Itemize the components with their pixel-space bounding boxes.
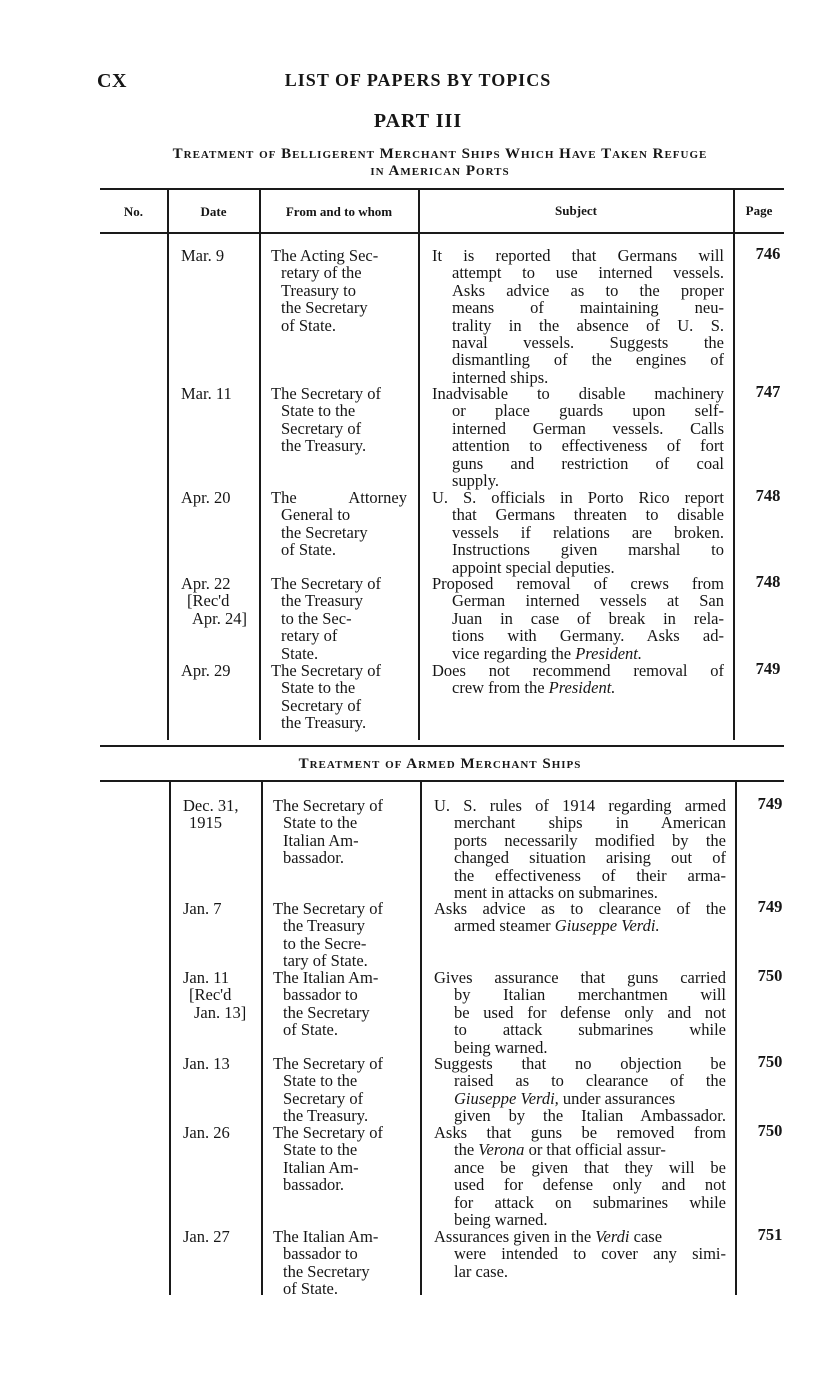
date-cell bbox=[181, 489, 261, 506]
column-rule-2b bbox=[261, 781, 263, 1295]
page-number-cell: 750 bbox=[757, 966, 783, 985]
from-cell bbox=[271, 662, 413, 732]
from-line: The Italian Am- bbox=[273, 1227, 379, 1246]
from-line: Treasury to bbox=[281, 280, 357, 300]
subject-line: that Germans threaten to disable bbox=[452, 505, 724, 525]
date-line: Jan. 11 bbox=[183, 968, 230, 987]
subject-line: Juan in case of break in rela- bbox=[452, 608, 724, 628]
from-line: the Secretary bbox=[283, 1002, 370, 1022]
from-line: The Italian Am- bbox=[273, 968, 379, 987]
page-number-cell: 748 bbox=[755, 486, 781, 505]
column-header-page: Page bbox=[745, 203, 773, 218]
page-number-cell: 750 bbox=[757, 1121, 783, 1140]
subject-line: ment in attacks on submarines. bbox=[454, 883, 658, 903]
subject-cell bbox=[434, 1124, 726, 1228]
from-line: the Secretary bbox=[281, 298, 368, 318]
subject-cell bbox=[432, 575, 724, 662]
subject-cell bbox=[432, 385, 724, 489]
subject-line: armed steamer Giuseppe Verdi. bbox=[454, 916, 660, 936]
date-line: 1915 bbox=[189, 813, 222, 833]
subject-line: ports necessarily modified by the bbox=[454, 830, 726, 850]
column-rule-4 bbox=[733, 188, 735, 740]
subject-line: or place guards upon self- bbox=[452, 401, 724, 421]
subject-line: to attack submarines while bbox=[454, 1020, 726, 1040]
column-header-from: From and to whom bbox=[285, 204, 393, 219]
from-line: retary of the bbox=[281, 263, 362, 283]
from-line: State. bbox=[281, 643, 319, 663]
subject-line: Giuseppe Verdi, under assurances bbox=[454, 1088, 676, 1108]
date-line: Mar. 11 bbox=[181, 384, 232, 403]
date-cell bbox=[183, 969, 263, 1021]
subject-line: merchant ships in American bbox=[454, 813, 726, 833]
subject-line: tions with Germany. Asks ad- bbox=[452, 626, 724, 646]
subject-cell bbox=[434, 900, 726, 935]
from-line: The Secretary of bbox=[273, 1054, 383, 1073]
subject-line: Does not recommend removal of bbox=[432, 661, 724, 680]
from-line: bassador. bbox=[283, 1175, 344, 1195]
subject-line: given by the Italian Ambassador. bbox=[454, 1106, 726, 1126]
subject-line: for attack on submarines while bbox=[454, 1192, 726, 1212]
subject-line: means of maintaining neu- bbox=[452, 298, 724, 318]
from-cell bbox=[273, 1124, 415, 1194]
column-rule-1b bbox=[169, 781, 171, 1295]
subject-line: Proposed removal of crews from bbox=[432, 574, 724, 593]
date-line: Jan. 27 bbox=[183, 1227, 230, 1246]
from-line: Secretary of bbox=[283, 1088, 364, 1108]
date-line: Jan. 13] bbox=[194, 1002, 247, 1022]
from-line: the Treasury bbox=[283, 916, 366, 936]
from-line: the Treasury. bbox=[283, 1106, 369, 1126]
page-number-cell: 746 bbox=[755, 244, 781, 263]
page-number-cell: 748 bbox=[755, 572, 781, 591]
subject-line: used for defense only and not bbox=[454, 1175, 726, 1195]
from-line: bassador to bbox=[283, 985, 358, 1005]
date-cell bbox=[183, 1124, 263, 1141]
from-line: the Treasury. bbox=[281, 436, 367, 456]
subject-cell bbox=[432, 662, 724, 697]
date-line: Jan. 26 bbox=[183, 1123, 230, 1142]
section-divider-bottom bbox=[100, 780, 784, 782]
subject-line: German interned vessels at San bbox=[452, 591, 724, 611]
subject-line: the Verona or that official assur- bbox=[454, 1140, 666, 1160]
from-cell bbox=[271, 385, 413, 455]
from-line: the Secretary bbox=[283, 1261, 370, 1281]
subject-line: Asks that guns be removed from bbox=[434, 1123, 726, 1142]
from-line: The Secretary of bbox=[271, 574, 381, 593]
date-cell bbox=[181, 247, 261, 264]
section-title-line-1: Treatment of Belligerent Merchant Ships Which Have Taken Refuge bbox=[172, 146, 708, 162]
table-top-rule bbox=[100, 188, 784, 190]
subject-line: changed situation arising out of bbox=[454, 848, 726, 868]
from-line: The Secretary of bbox=[273, 796, 383, 815]
subject-line: crew from the President. bbox=[452, 678, 616, 698]
date-line: Apr. 24] bbox=[192, 608, 247, 628]
column-header-no: No. bbox=[123, 204, 144, 219]
from-line: General to bbox=[281, 505, 351, 525]
section-divider-top bbox=[100, 745, 784, 747]
from-line: Italian Am- bbox=[283, 830, 359, 850]
column-rule-2 bbox=[259, 188, 261, 740]
subject-line: Assurances given in the Verdi case bbox=[434, 1227, 663, 1246]
from-line: the Treasury. bbox=[281, 713, 367, 733]
subject-line: interned ships. bbox=[452, 367, 549, 387]
from-line: The Secretary of bbox=[273, 1123, 383, 1142]
subject-line: Inadvisable to disable machinery bbox=[432, 384, 724, 403]
subject-line: naval vessels. Suggests the bbox=[452, 333, 724, 353]
subject-line: Suggests that no objection be bbox=[434, 1054, 726, 1073]
from-cell bbox=[271, 575, 413, 662]
subject-line: vessels if relations are broken. bbox=[452, 522, 724, 542]
subject-cell bbox=[432, 247, 724, 386]
date-line: Dec. 31, bbox=[183, 796, 239, 815]
from-line: Secretary of bbox=[281, 418, 362, 438]
date-line: Apr. 22 bbox=[181, 574, 231, 593]
from-line: to the Secre- bbox=[283, 933, 367, 953]
column-rule-1 bbox=[167, 188, 169, 740]
from-line: of State. bbox=[281, 540, 336, 560]
page-number-cell: 749 bbox=[757, 794, 783, 813]
from-line: State to the bbox=[283, 813, 358, 833]
from-line: Italian Am- bbox=[283, 1157, 359, 1177]
page-number: CX bbox=[97, 70, 127, 92]
subject-line: being warned. bbox=[454, 1210, 548, 1230]
subject-line: be used for defense only and not bbox=[454, 1002, 726, 1022]
date-line: Apr. 29 bbox=[181, 661, 231, 680]
from-cell bbox=[273, 1228, 415, 1298]
from-line: The Secretary of bbox=[273, 899, 383, 918]
subject-cell bbox=[434, 1228, 726, 1280]
from-line: bassador. bbox=[283, 848, 344, 868]
page-number-cell: 749 bbox=[755, 659, 781, 678]
subject-line: raised as to clearance of the bbox=[454, 1071, 726, 1091]
date-line: Mar. 9 bbox=[181, 246, 225, 265]
from-line: State to the bbox=[283, 1071, 358, 1091]
subject-line: by Italian merchantmen will bbox=[454, 985, 726, 1005]
date-line: Jan. 7 bbox=[183, 899, 222, 918]
subject-line: appoint special deputies. bbox=[452, 557, 615, 577]
column-rule-3b bbox=[420, 781, 422, 1295]
from-line: of State. bbox=[283, 1020, 338, 1040]
section-title-line-2: in American Ports bbox=[370, 163, 510, 179]
column-rule-4b bbox=[735, 781, 737, 1295]
subject-line: interned German vessels. Calls bbox=[452, 418, 724, 438]
date-cell bbox=[183, 797, 263, 832]
from-line: The Attorney bbox=[271, 488, 407, 507]
date-cell bbox=[181, 575, 261, 627]
section-title-armed-ships: Treatment of Armed Merchant Ships bbox=[298, 756, 582, 772]
column-rule-3 bbox=[418, 188, 420, 740]
header-bottom-rule bbox=[100, 232, 784, 234]
subject-line: It is reported that Germans will bbox=[432, 246, 724, 265]
subject-line: supply. bbox=[452, 471, 500, 491]
subject-cell bbox=[434, 797, 726, 901]
from-line: State to the bbox=[283, 1140, 358, 1160]
from-line: the Secretary bbox=[281, 522, 368, 542]
from-line: State to the bbox=[281, 401, 356, 421]
subject-line: being warned. bbox=[454, 1037, 548, 1057]
running-title: LIST OF PAPERS BY TOPICS bbox=[284, 70, 552, 90]
subject-line: attempt to use interned vessels. bbox=[452, 263, 724, 283]
subject-cell bbox=[434, 969, 726, 1056]
from-line: The Secretary of bbox=[271, 661, 381, 680]
subject-line: Instructions given marshal to bbox=[452, 540, 724, 560]
from-line: State to the bbox=[281, 678, 356, 698]
column-header-date: Date bbox=[200, 204, 227, 219]
from-line: of State. bbox=[283, 1279, 338, 1299]
from-line: The Secretary of bbox=[271, 384, 381, 403]
from-line: The Acting Sec- bbox=[271, 246, 379, 265]
subject-line: U. S. rules of 1914 regarding armed bbox=[434, 796, 726, 815]
from-cell bbox=[273, 969, 415, 1039]
date-line: [Rec'd bbox=[189, 985, 232, 1005]
date-line: [Rec'd bbox=[187, 591, 230, 611]
subject-line: trality in the absence of U. S. bbox=[452, 315, 724, 335]
part-title: PART III bbox=[373, 110, 463, 132]
from-cell bbox=[271, 489, 413, 559]
date-line: Jan. 13 bbox=[183, 1054, 230, 1073]
subject-line: attention to effectiveness of fort bbox=[452, 436, 724, 456]
from-cell bbox=[273, 1055, 415, 1125]
date-cell bbox=[181, 385, 261, 402]
page-number-cell: 747 bbox=[755, 382, 781, 401]
subject-line: the effectiveness of their arma- bbox=[454, 865, 726, 885]
page-number-cell: 751 bbox=[757, 1225, 783, 1244]
from-cell bbox=[271, 247, 413, 334]
from-line: the Treasury bbox=[281, 591, 364, 611]
date-cell bbox=[183, 900, 263, 917]
page-number-cell: 749 bbox=[757, 897, 783, 916]
subject-cell bbox=[434, 1055, 726, 1125]
subject-line: dismantling of the engines of bbox=[452, 350, 724, 370]
from-line: Secretary of bbox=[281, 695, 362, 715]
subject-line: guns and restriction of coal bbox=[452, 453, 724, 473]
subject-line: ance be given that they will be bbox=[454, 1157, 726, 1177]
column-header-subject: Subject bbox=[555, 203, 597, 218]
from-line: bassador to bbox=[283, 1244, 358, 1264]
subject-line: Gives assurance that guns carried bbox=[434, 968, 726, 987]
from-line: to the Sec- bbox=[281, 608, 352, 628]
subject-line: Asks advice as to clearance of the bbox=[434, 899, 726, 918]
date-cell bbox=[181, 662, 261, 679]
subject-line: lar case. bbox=[454, 1261, 509, 1281]
from-line: tary of State. bbox=[283, 951, 368, 971]
from-cell bbox=[273, 900, 415, 970]
subject-line: vice regarding the President. bbox=[452, 643, 642, 663]
subject-cell bbox=[432, 489, 724, 576]
page-number-cell: 750 bbox=[757, 1052, 783, 1071]
date-line: Apr. 20 bbox=[181, 488, 231, 507]
date-cell bbox=[183, 1228, 263, 1245]
subject-line: U. S. officials in Porto Rico report bbox=[432, 488, 724, 507]
from-line: of State. bbox=[281, 315, 336, 335]
date-cell bbox=[183, 1055, 263, 1072]
subject-line: were intended to cover any simi- bbox=[454, 1244, 726, 1264]
subject-line: Asks advice as to the proper bbox=[452, 280, 724, 300]
from-cell bbox=[273, 797, 415, 867]
from-line: retary of bbox=[281, 626, 338, 646]
